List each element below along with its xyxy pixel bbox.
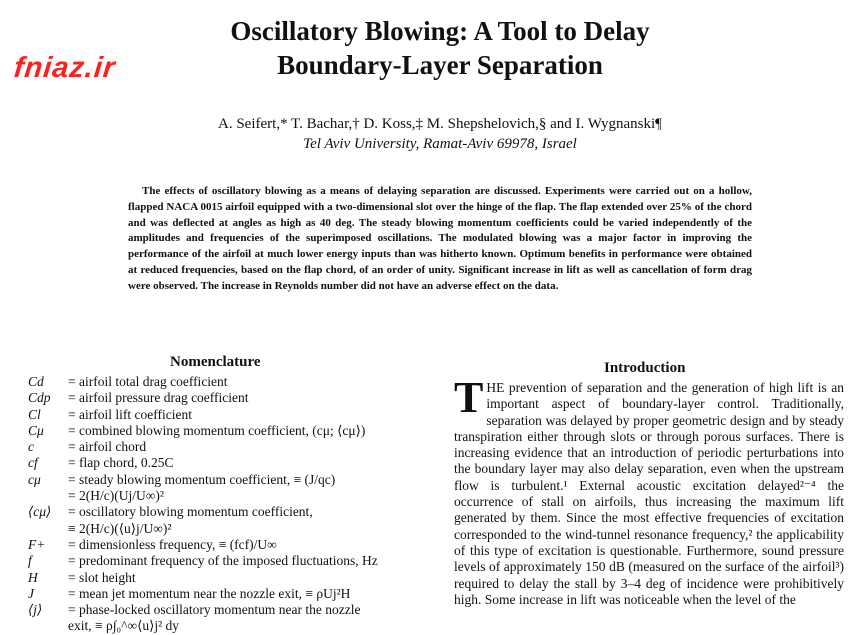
nomenclature-item (28, 553, 448, 569)
nomenclature-item (28, 472, 448, 505)
nomenclature-item (28, 602, 448, 635)
nomenclature-symbol: cμ (28, 471, 41, 487)
nomenclature-symbol: Cdp (28, 390, 51, 406)
nomenclature-item (28, 504, 448, 537)
nomenclature-definition: = combined blowing momentum coefficient, (cμ; ⟨cμ⟩) (68, 422, 366, 438)
nomenclature-symbol: F+ (28, 536, 46, 552)
nomenclature-symbol: Cμ (28, 422, 44, 438)
nomenclature-symbol: f (28, 553, 32, 569)
nomenclature-symbol: H (28, 569, 38, 585)
nomenclature-symbol: Cl (28, 406, 41, 422)
paper-title (140, 14, 740, 82)
nomenclature-symbol: J (28, 585, 34, 601)
nomenclature-item (28, 390, 448, 406)
nomenclature-definition: = predominant frequency of the imposed fluctuations, Hz (68, 553, 378, 569)
abstract: The effects of oscillatory blowing as a means of delaying separation are discussed. Experiments were carried out on a hollow, flapped NACA 0015 airfoil equipped with a two-dimensional slot over the hinge of the flap. The flap extended over 25% of the chord and was deflected at angles as high as 40 deg. The steady blowing momentum coefficients could be varied independently of the amplitudes and frequencies of the superimposed oscillations. The modulated blowing was a major factor in improving the performance of the airfoil at much lower energy inputs than was hitherto known. Optimum benefits in performance were obtained at reduced frequencies, based on the flap chord, of an order of unity. Significant increase in lift as well as cancellation of form drag were observed. The increase in Reynolds number did not have an adverse effect on the data. (128, 185, 752, 292)
nomenclature-symbol: ⟨j⟩ (28, 602, 43, 618)
nomenclature-item (28, 455, 448, 471)
nomenclature-item (28, 586, 448, 602)
nomenclature-item (28, 570, 448, 586)
nomenclature-item (28, 407, 448, 423)
nomenclature-definition: = slot height (68, 569, 136, 585)
nomenclature-heading: Nomenclature (170, 354, 261, 370)
nomenclature-item (28, 537, 448, 553)
affiliation: Tel Aviv University, Ramat-Aviv 69978, Israel (303, 136, 577, 152)
title-line-2: Boundary-Layer Separation (277, 50, 603, 80)
author-list: A. Seifert,* T. Bachar,† D. Koss,‡ M. Shepshelovich,§ and I. Wygnanski¶ (218, 116, 662, 132)
nomenclature-definition: = airfoil chord (68, 439, 147, 455)
author-block (100, 114, 780, 154)
nomenclature-symbol: ⟨cμ⟩ (28, 504, 52, 520)
watermark-logo: fniaz.ir (12, 52, 118, 84)
nomenclature-symbol: c (28, 439, 34, 455)
nomenclature-definition: = phase-locked oscillatory momentum near the nozzle exit, ≡ ρ∫₀^∞⟨u⟩j² dy (68, 602, 361, 634)
nomenclature-item (28, 374, 448, 390)
title-line-1: Oscillatory Blowing: A Tool to Delay (230, 16, 650, 46)
nomenclature-definition: = airfoil lift coefficient (68, 406, 192, 422)
introduction-heading: Introduction (604, 360, 686, 376)
nomenclature-item (28, 423, 448, 439)
nomenclature-symbol: cf (28, 455, 38, 471)
nomenclature-definition: = mean jet momentum near the nozzle exit, ≡ ρUj²H (68, 585, 351, 601)
nomenclature-definition: = steady blowing momentum coefficient, ≡ (J/qc) = 2(H/c)(Uj/U∞)² (68, 471, 336, 504)
nomenclature-definition: = airfoil total drag coefficient (68, 374, 228, 389)
nomenclature-definition: = dimensionless frequency, ≡ (fcf)/U∞ (68, 536, 277, 552)
nomenclature-definition: = flap chord, 0.25C (68, 455, 174, 471)
nomenclature-item (28, 439, 448, 455)
drop-cap: T (454, 373, 484, 422)
nomenclature-list (28, 374, 448, 635)
nomenclature-definition: = oscillatory blowing momentum coefficient, ≡ 2(H/c)(⟨u⟩j/U∞)² (68, 504, 313, 536)
nomenclature-symbol: Cd (28, 374, 44, 389)
introduction-text (454, 373, 844, 608)
nomenclature-definition: = airfoil pressure drag coefficient (68, 390, 249, 406)
introduction-body: HE prevention of separation and the generation of high lift is an important aspect of boundary-layer control. Traditionally, separation was delayed by proper geometric design and by steady transpiration either through slots or through porous surfaces. There is increasing evidence that an introduction of periodic perturbations into the boundary layer may also delay separation, even when the upstream flow is turbulent.¹ External acoustic excitation delayed²⁻⁴ the occurrence of stall on airfoils, thus increasing the maximum lift generated by them. Since the most effective frequencies of excitation corresponded to the wind-tunnel resonance frequency,² the applicability of this type of excitation is questionable. Furthermore, sound pressure levels of approximately 150 dB (measured on the surface of the airfoil³) required to delay the stall by 3–4 deg of incidence were prohibitively high. Some increase in lift was noticeable when the level of the (454, 380, 844, 607)
